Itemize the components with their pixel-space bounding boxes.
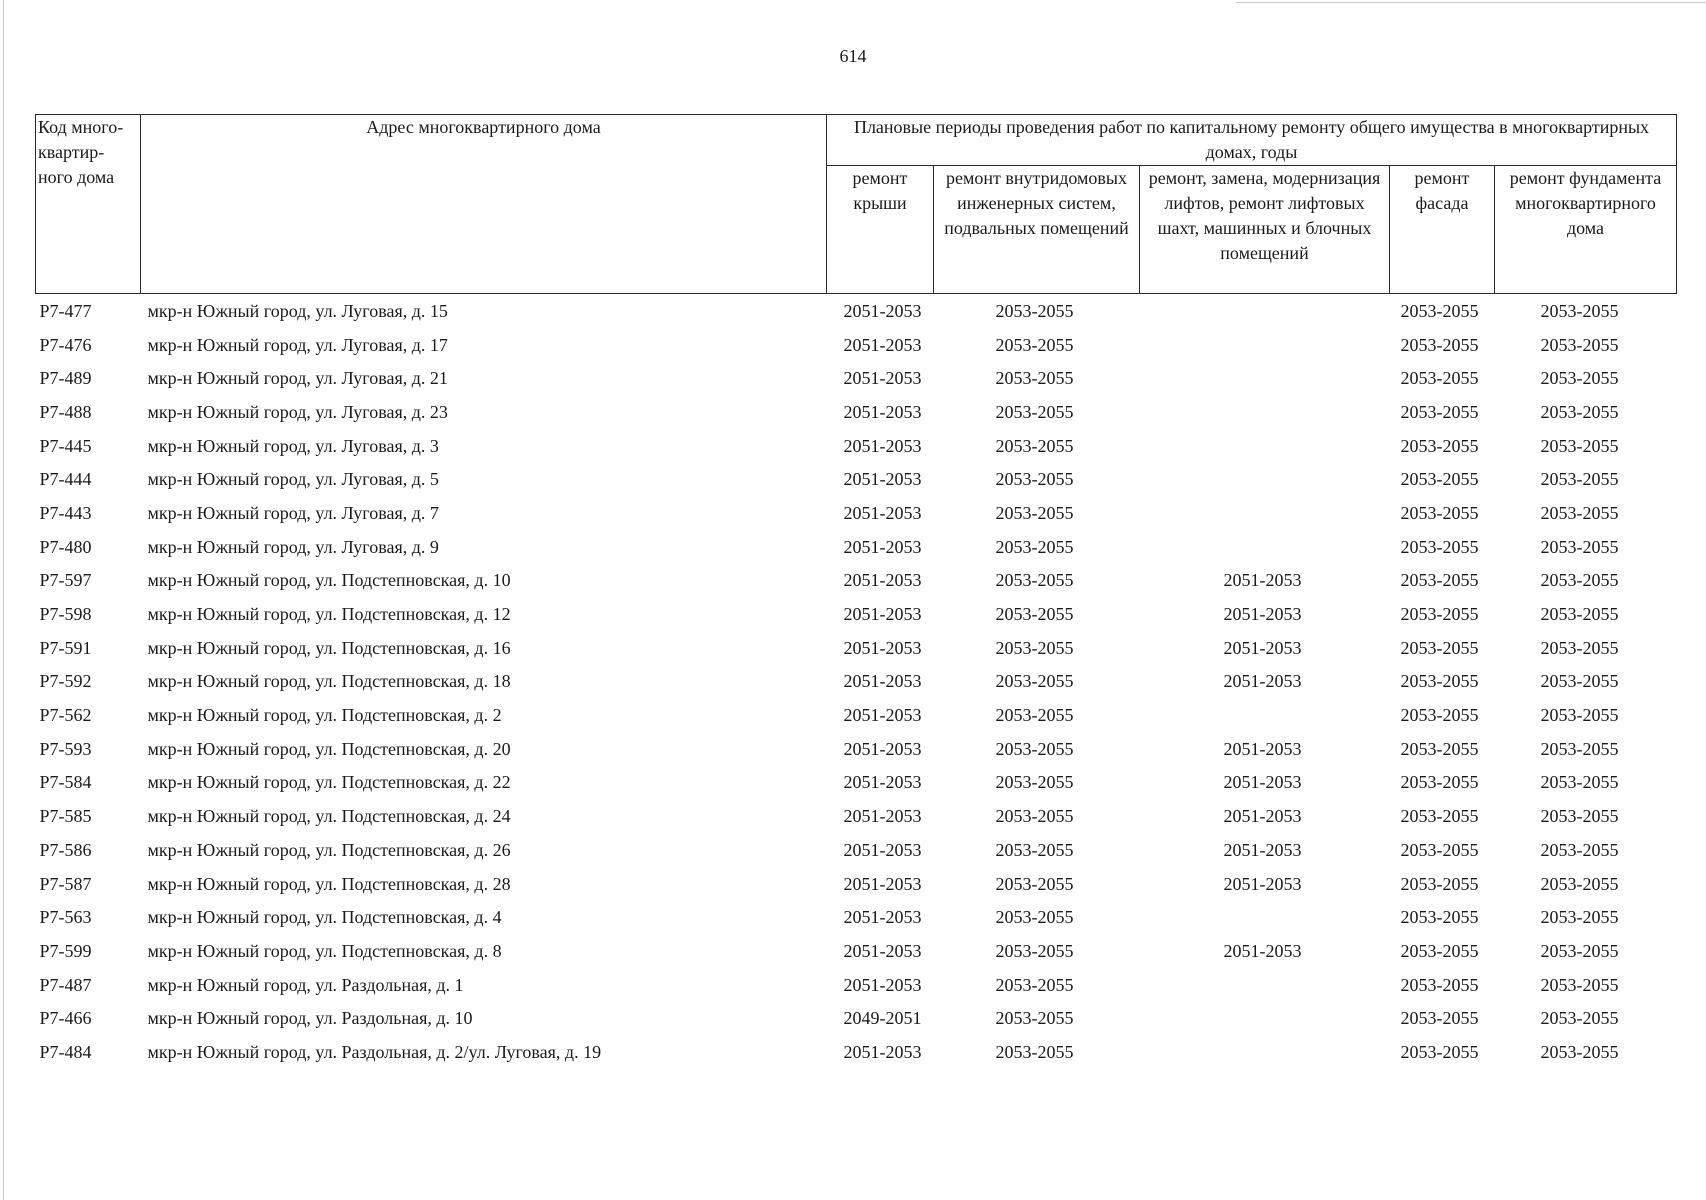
cell-roof: 2051-2053 xyxy=(843,570,922,591)
cell-lifts xyxy=(1140,496,1390,530)
cell-code: Р7-585 xyxy=(39,806,92,827)
cell-code: Р7-587 xyxy=(39,873,92,894)
cell-engineering: 2053-2055 xyxy=(995,469,1074,490)
cell-code: Р7-480 xyxy=(39,536,92,557)
cell-code: Р7-593 xyxy=(39,738,92,759)
table-body xyxy=(36,294,1677,1069)
table-row xyxy=(36,361,1677,395)
cell-roof: 2051-2053 xyxy=(843,300,922,321)
cell-engineering: 2053-2055 xyxy=(995,502,1074,523)
cell-facade: 2053-2055 xyxy=(1400,839,1479,860)
cell-foundation: 2053-2055 xyxy=(1540,974,1619,995)
cell-facade: 2053-2055 xyxy=(1400,940,1479,961)
cell-engineering: 2053-2055 xyxy=(995,570,1074,591)
cell-facade: 2053-2055 xyxy=(1400,772,1479,793)
cell-address: мкр-н Южный город, ул. Подстепновская, д. 2 xyxy=(147,705,502,726)
cell-facade: 2053-2055 xyxy=(1400,334,1479,355)
cell-facade: 2053-2055 xyxy=(1400,671,1479,692)
cell-roof: 2051-2053 xyxy=(843,368,922,389)
cell-engineering: 2053-2055 xyxy=(995,536,1074,557)
table-row xyxy=(36,900,1677,934)
cell-foundation: 2053-2055 xyxy=(1540,469,1619,490)
cell-lifts xyxy=(1140,429,1390,463)
cell-facade: 2053-2055 xyxy=(1400,368,1479,389)
cell-roof: 2051-2053 xyxy=(843,806,922,827)
cell-code: Р7-598 xyxy=(39,604,92,625)
cell-roof: 2051-2053 xyxy=(843,604,922,625)
table-row xyxy=(36,1035,1677,1069)
table-row xyxy=(36,631,1677,665)
header-lifts: ремонт, замена, модернизация лифтов, ремонт лифтовых шахт, машинных и блочных помещений xyxy=(1140,166,1390,294)
cell-code: Р7-597 xyxy=(39,570,92,591)
cell-foundation: 2053-2055 xyxy=(1540,873,1619,894)
repair-schedule-table xyxy=(35,114,1677,1069)
cell-foundation: 2053-2055 xyxy=(1540,502,1619,523)
cell-facade: 2053-2055 xyxy=(1400,536,1479,557)
cell-foundation: 2053-2055 xyxy=(1540,772,1619,793)
cell-address: мкр-н Южный город, ул. Луговая, д. 3 xyxy=(147,435,439,456)
table-row xyxy=(36,462,1677,496)
cell-roof: 2051-2053 xyxy=(843,469,922,490)
cell-foundation: 2053-2055 xyxy=(1540,368,1619,389)
cell-code: Р7-487 xyxy=(39,974,92,995)
cell-lifts: 2051-2053 xyxy=(1223,839,1302,860)
cell-foundation: 2053-2055 xyxy=(1540,705,1619,726)
cell-address: мкр-н Южный город, ул. Подстепновская, д. 18 xyxy=(147,671,511,692)
cell-code: Р7-584 xyxy=(39,772,92,793)
cell-lifts xyxy=(1140,698,1390,732)
header-foundation: ремонт фундамента многоквартирного дома xyxy=(1495,166,1677,294)
cell-lifts: 2051-2053 xyxy=(1223,637,1302,658)
table-row xyxy=(36,429,1677,463)
cell-foundation: 2053-2055 xyxy=(1540,907,1619,928)
cell-address: мкр-н Южный город, ул. Подстепновская, д. 28 xyxy=(147,873,511,894)
cell-lifts: 2051-2053 xyxy=(1223,604,1302,625)
table-row xyxy=(36,530,1677,564)
cell-address: мкр-н Южный город, ул. Подстепновская, д. 10 xyxy=(147,570,511,591)
cell-foundation: 2053-2055 xyxy=(1540,604,1619,625)
cell-address: мкр-н Южный город, ул. Луговая, д. 15 xyxy=(147,300,448,321)
cell-engineering: 2053-2055 xyxy=(995,839,1074,860)
cell-code: Р7-444 xyxy=(39,469,92,490)
cell-engineering: 2053-2055 xyxy=(995,334,1074,355)
cell-lifts: 2051-2053 xyxy=(1223,940,1302,961)
scan-top-line xyxy=(1236,2,1706,3)
cell-address: мкр-н Южный город, ул. Луговая, д. 9 xyxy=(147,536,439,557)
cell-address: мкр-н Южный город, ул. Раздольная, д. 1 xyxy=(147,974,464,995)
table-row xyxy=(36,934,1677,968)
cell-lifts: 2051-2053 xyxy=(1223,570,1302,591)
cell-address: мкр-н Южный город, ул. Луговая, д. 7 xyxy=(147,502,439,523)
table-row xyxy=(36,732,1677,766)
cell-roof: 2051-2053 xyxy=(843,671,922,692)
header-facade: ремонт фасада xyxy=(1390,166,1495,294)
cell-engineering: 2053-2055 xyxy=(995,1008,1074,1029)
cell-facade: 2053-2055 xyxy=(1400,570,1479,591)
cell-address: мкр-н Южный город, ул. Подстепновская, д. 4 xyxy=(147,907,502,928)
cell-address: мкр-н Южный город, ул. Подстепновская, д. 8 xyxy=(147,940,502,961)
cell-roof: 2051-2053 xyxy=(843,536,922,557)
table-row xyxy=(36,294,1677,328)
cell-foundation: 2053-2055 xyxy=(1540,300,1619,321)
cell-foundation: 2053-2055 xyxy=(1540,536,1619,557)
cell-facade: 2053-2055 xyxy=(1400,604,1479,625)
cell-roof: 2051-2053 xyxy=(843,772,922,793)
cell-engineering: 2053-2055 xyxy=(995,940,1074,961)
table-row xyxy=(36,597,1677,631)
cell-address: мкр-н Южный город, ул. Подстепновская, д. 22 xyxy=(147,772,511,793)
table-row xyxy=(36,968,1677,1002)
cell-foundation: 2053-2055 xyxy=(1540,570,1619,591)
cell-code: Р7-477 xyxy=(39,300,92,321)
cell-address: мкр-н Южный город, ул. Луговая, д. 5 xyxy=(147,469,439,490)
cell-roof: 2051-2053 xyxy=(843,940,922,961)
cell-code: Р7-591 xyxy=(39,637,92,658)
cell-code: Р7-488 xyxy=(39,401,92,422)
header-roof: ремонт крыши xyxy=(827,166,934,294)
cell-lifts: 2051-2053 xyxy=(1223,772,1302,793)
cell-address: мкр-н Южный город, ул. Подстепновская, д. 12 xyxy=(147,604,511,625)
cell-lifts xyxy=(1140,530,1390,564)
cell-code: Р7-484 xyxy=(39,1041,92,1062)
scan-margin-line xyxy=(3,0,4,1200)
cell-code: Р7-476 xyxy=(39,334,92,355)
table-row xyxy=(36,833,1677,867)
cell-address: мкр-н Южный город, ул. Подстепновская, д. 26 xyxy=(147,839,511,860)
cell-engineering: 2053-2055 xyxy=(995,974,1074,995)
cell-roof: 2051-2053 xyxy=(843,907,922,928)
header-code: Код много-квартир-ного дома xyxy=(36,115,141,294)
cell-address: мкр-н Южный город, ул. Подстепновская, д. 24 xyxy=(147,806,511,827)
table-row xyxy=(36,698,1677,732)
cell-foundation: 2053-2055 xyxy=(1540,671,1619,692)
cell-facade: 2053-2055 xyxy=(1400,1041,1479,1062)
cell-engineering: 2053-2055 xyxy=(995,907,1074,928)
cell-facade: 2053-2055 xyxy=(1400,502,1479,523)
cell-foundation: 2053-2055 xyxy=(1540,738,1619,759)
cell-lifts: 2051-2053 xyxy=(1223,738,1302,759)
cell-code: Р7-586 xyxy=(39,839,92,860)
table-row xyxy=(36,799,1677,833)
cell-lifts xyxy=(1140,1001,1390,1035)
cell-facade: 2053-2055 xyxy=(1400,637,1479,658)
page-number: 614 xyxy=(839,46,867,66)
cell-roof: 2051-2053 xyxy=(843,738,922,759)
cell-foundation: 2053-2055 xyxy=(1540,435,1619,456)
table-row xyxy=(36,665,1677,699)
cell-address: мкр-н Южный город, ул. Луговая, д. 21 xyxy=(147,368,448,389)
cell-foundation: 2053-2055 xyxy=(1540,334,1619,355)
cell-roof: 2051-2053 xyxy=(843,873,922,894)
cell-code: Р7-443 xyxy=(39,502,92,523)
cell-engineering: 2053-2055 xyxy=(995,368,1074,389)
cell-engineering: 2053-2055 xyxy=(995,637,1074,658)
table-row xyxy=(36,867,1677,901)
cell-lifts xyxy=(1140,968,1390,1002)
cell-lifts xyxy=(1140,294,1390,328)
cell-code: Р7-489 xyxy=(39,368,92,389)
cell-roof: 2051-2053 xyxy=(843,839,922,860)
cell-facade: 2053-2055 xyxy=(1400,705,1479,726)
cell-lifts xyxy=(1140,361,1390,395)
table-row xyxy=(36,564,1677,598)
cell-engineering: 2053-2055 xyxy=(995,1041,1074,1062)
cell-roof: 2051-2053 xyxy=(843,401,922,422)
cell-engineering: 2053-2055 xyxy=(995,772,1074,793)
cell-lifts: 2051-2053 xyxy=(1223,671,1302,692)
cell-roof: 2051-2053 xyxy=(843,974,922,995)
header-periods-group: Плановые периоды проведения работ по капитальному ремонту общего имущества в многоквартирных домах, годы xyxy=(827,115,1677,166)
cell-foundation: 2053-2055 xyxy=(1540,637,1619,658)
cell-facade: 2053-2055 xyxy=(1400,974,1479,995)
table-row xyxy=(36,395,1677,429)
cell-facade: 2053-2055 xyxy=(1400,738,1479,759)
cell-lifts xyxy=(1140,395,1390,429)
cell-lifts xyxy=(1140,900,1390,934)
cell-code: Р7-599 xyxy=(39,940,92,961)
cell-facade: 2053-2055 xyxy=(1400,435,1479,456)
cell-foundation: 2053-2055 xyxy=(1540,1041,1619,1062)
cell-engineering: 2053-2055 xyxy=(995,873,1074,894)
cell-foundation: 2053-2055 xyxy=(1540,940,1619,961)
cell-facade: 2053-2055 xyxy=(1400,907,1479,928)
cell-roof: 2051-2053 xyxy=(843,502,922,523)
cell-engineering: 2053-2055 xyxy=(995,705,1074,726)
cell-code: Р7-466 xyxy=(39,1008,92,1029)
cell-engineering: 2053-2055 xyxy=(995,300,1074,321)
cell-code: Р7-592 xyxy=(39,671,92,692)
cell-facade: 2053-2055 xyxy=(1400,873,1479,894)
header-address: Адрес многоквартирного дома xyxy=(141,115,827,294)
cell-foundation: 2053-2055 xyxy=(1540,1008,1619,1029)
cell-lifts: 2051-2053 xyxy=(1223,873,1302,894)
cell-roof: 2051-2053 xyxy=(843,334,922,355)
cell-roof: 2051-2053 xyxy=(843,637,922,658)
cell-engineering: 2053-2055 xyxy=(995,435,1074,456)
cell-lifts xyxy=(1140,462,1390,496)
cell-address: мкр-н Южный город, ул. Луговая, д. 23 xyxy=(147,401,448,422)
cell-code: Р7-563 xyxy=(39,907,92,928)
cell-facade: 2053-2055 xyxy=(1400,300,1479,321)
table-row xyxy=(36,328,1677,362)
table-row xyxy=(36,766,1677,800)
cell-facade: 2053-2055 xyxy=(1400,469,1479,490)
cell-foundation: 2053-2055 xyxy=(1540,839,1619,860)
header-row-1 xyxy=(36,115,1677,166)
cell-roof: 2051-2053 xyxy=(843,1041,922,1062)
cell-address: мкр-н Южный город, ул. Луговая, д. 17 xyxy=(147,334,448,355)
cell-lifts xyxy=(1140,328,1390,362)
cell-facade: 2053-2055 xyxy=(1400,1008,1479,1029)
cell-address: мкр-н Южный город, ул. Раздольная, д. 2/ул. Луговая, д. 19 xyxy=(147,1041,602,1062)
cell-facade: 2053-2055 xyxy=(1400,401,1479,422)
cell-lifts xyxy=(1140,1035,1390,1069)
cell-roof: 2051-2053 xyxy=(843,705,922,726)
cell-address: мкр-н Южный город, ул. Раздольная, д. 10 xyxy=(147,1008,473,1029)
cell-roof: 2051-2053 xyxy=(843,435,922,456)
table-row xyxy=(36,1001,1677,1035)
cell-engineering: 2053-2055 xyxy=(995,738,1074,759)
cell-address: мкр-н Южный город, ул. Подстепновская, д. 16 xyxy=(147,637,511,658)
cell-roof: 2049-2051 xyxy=(843,1008,922,1029)
cell-code: Р7-445 xyxy=(39,435,92,456)
header-engineering: ремонт внутридомовых инженерных систем, подвальных помещений xyxy=(934,166,1140,294)
cell-engineering: 2053-2055 xyxy=(995,604,1074,625)
cell-facade: 2053-2055 xyxy=(1400,806,1479,827)
cell-engineering: 2053-2055 xyxy=(995,671,1074,692)
cell-code: Р7-562 xyxy=(39,705,92,726)
cell-foundation: 2053-2055 xyxy=(1540,806,1619,827)
cell-foundation: 2053-2055 xyxy=(1540,401,1619,422)
cell-engineering: 2053-2055 xyxy=(995,806,1074,827)
cell-engineering: 2053-2055 xyxy=(995,401,1074,422)
table-row xyxy=(36,496,1677,530)
cell-lifts: 2051-2053 xyxy=(1223,806,1302,827)
cell-address: мкр-н Южный город, ул. Подстепновская, д. 20 xyxy=(147,738,511,759)
